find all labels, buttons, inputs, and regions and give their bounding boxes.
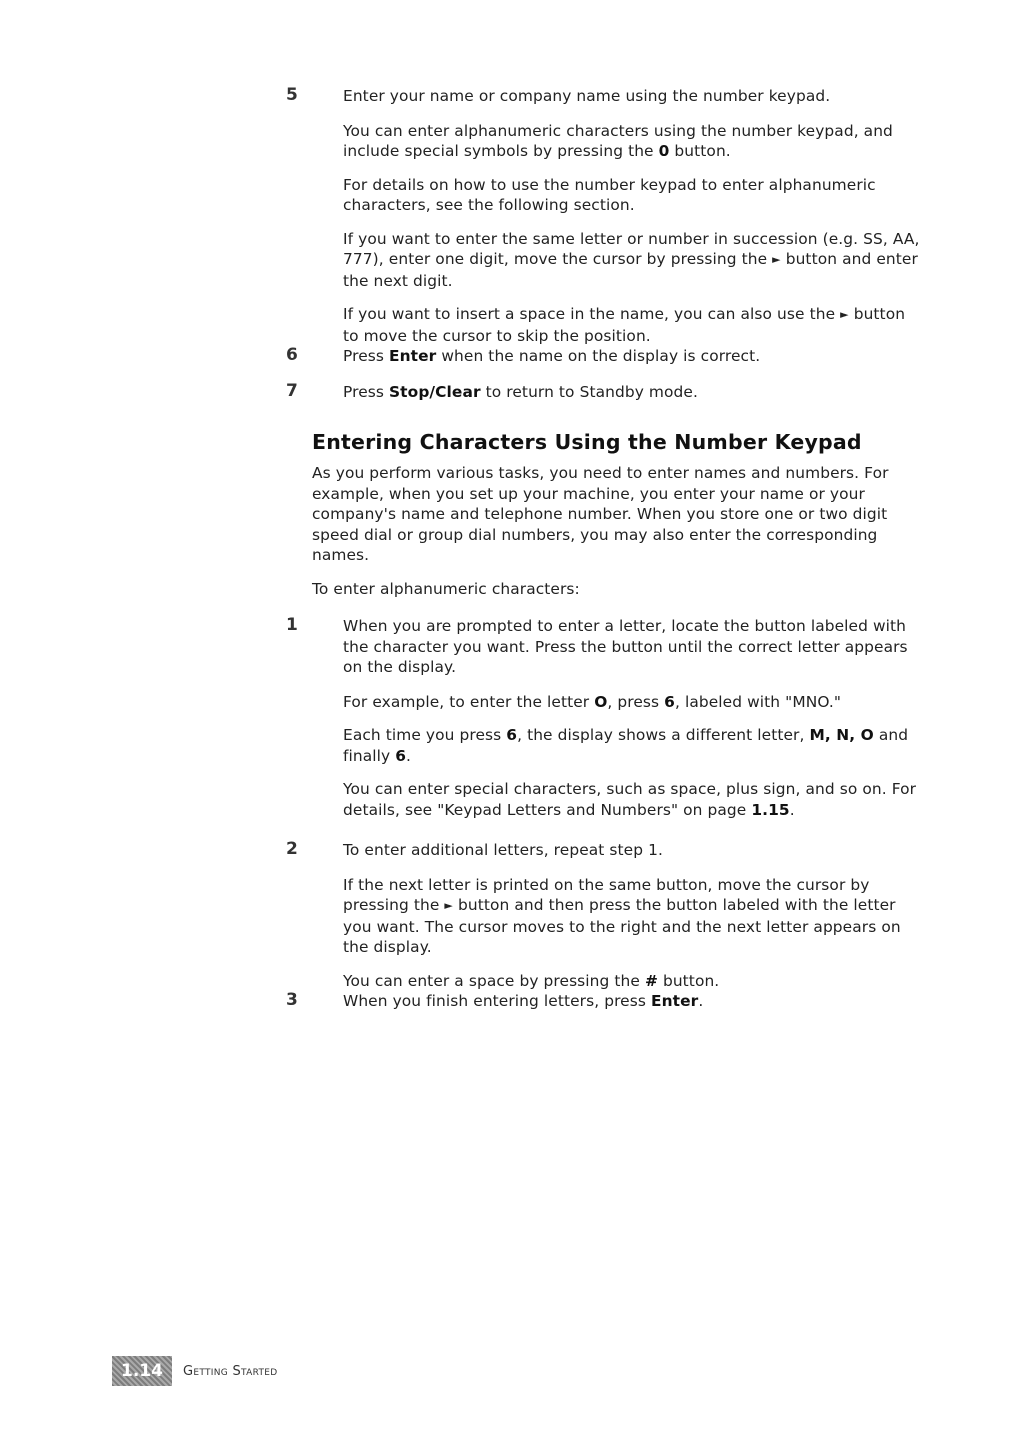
- right-arrow-icon: ►: [840, 308, 849, 321]
- step-1: [286, 615, 922, 820]
- right-arrow-icon: ►: [772, 253, 781, 266]
- step-lead-text: Press Stop/Clear to return to Standby mode.: [343, 382, 698, 401]
- step-paragraph: For details on how to use the number keypad to enter alphanumeric characters, see the following section.: [343, 175, 876, 214]
- button-name: 0: [658, 142, 670, 160]
- step-3: [286, 990, 922, 1012]
- button-name: Stop/Clear: [389, 382, 481, 401]
- step-paragraph: Each time you press 6, the display shows a different letter, M, N, O and finally 6.: [343, 726, 909, 765]
- step-paragraph: If you want to insert a space in the name, you can also use the ► button to move the cursor to skip the position.: [343, 305, 906, 345]
- step-number: 2: [286, 839, 298, 859]
- step-6: [286, 345, 922, 367]
- intro-paragraph: As you perform various tasks, you need to enter names and numbers. For example, when you set up your machine, you enter your name or your company's name and telephone number. When you store one or two digit speed dial or group dial numbers, you may also enter the corresponding names.: [312, 464, 889, 564]
- hash-key: #: [644, 971, 658, 990]
- step-paragraph: You can enter special characters, such as space, plus sign, and so on. For details, see "Keypad Letters and Numbers" on page 1.15.: [343, 780, 917, 819]
- step-lead-text: Press Enter when the name on the display is correct.: [343, 347, 761, 365]
- page-number-badge: 1.14: [112, 1356, 172, 1386]
- step-paragraph: If the next letter is printed on the same button, move the cursor by pressing the ► button and then press the button labeled with the letter you want. The cursor moves to the right and the next letter appears on the display.: [343, 875, 901, 956]
- step-5: [286, 85, 922, 346]
- step-paragraph: If you want to enter the same letter or number in succession (e.g. SS, AA, 777), enter one digit, move the cursor by pressing the ► button and enter the next digit.: [343, 229, 920, 290]
- section-heading: Entering Characters Using the Number Keypad: [312, 430, 862, 454]
- step-number: 7: [286, 380, 298, 401]
- step-number: 5: [286, 85, 298, 105]
- step-lead-text: To enter additional letters, repeat step 1.: [343, 841, 664, 859]
- step-paragraph: For example, to enter the letter O, press 6, labeled with "MNO.": [343, 692, 842, 711]
- step-number: 1: [286, 615, 298, 635]
- step-lead-text: When you are prompted to enter a letter, locate the button labeled with the character you want. Press the button until the correct letter appears on the display.: [343, 617, 908, 676]
- step-paragraph: You can enter a space by pressing the # button.: [343, 971, 720, 990]
- page-footer: [112, 1356, 278, 1386]
- step-lead-text: When you finish entering letters, press Enter.: [343, 992, 704, 1010]
- lead-in-text: To enter alphanumeric characters:: [312, 579, 580, 598]
- step-number: 3: [286, 990, 298, 1010]
- step-paragraph: You can enter alphanumeric characters using the number keypad, and include special symbols by pressing the 0 button.: [343, 121, 893, 160]
- page-reference: 1.15: [751, 800, 790, 819]
- footer-section-name: Getting Started: [183, 1363, 278, 1379]
- step-7: [286, 380, 922, 403]
- right-arrow-icon: ►: [444, 899, 453, 912]
- button-name: Enter: [389, 347, 437, 365]
- page-content: [286, 85, 922, 1012]
- step-number: 6: [286, 345, 298, 365]
- step-2: [286, 839, 922, 991]
- button-name: Enter: [650, 992, 699, 1010]
- step-lead-text: Enter your name or company name using the number keypad.: [343, 87, 831, 105]
